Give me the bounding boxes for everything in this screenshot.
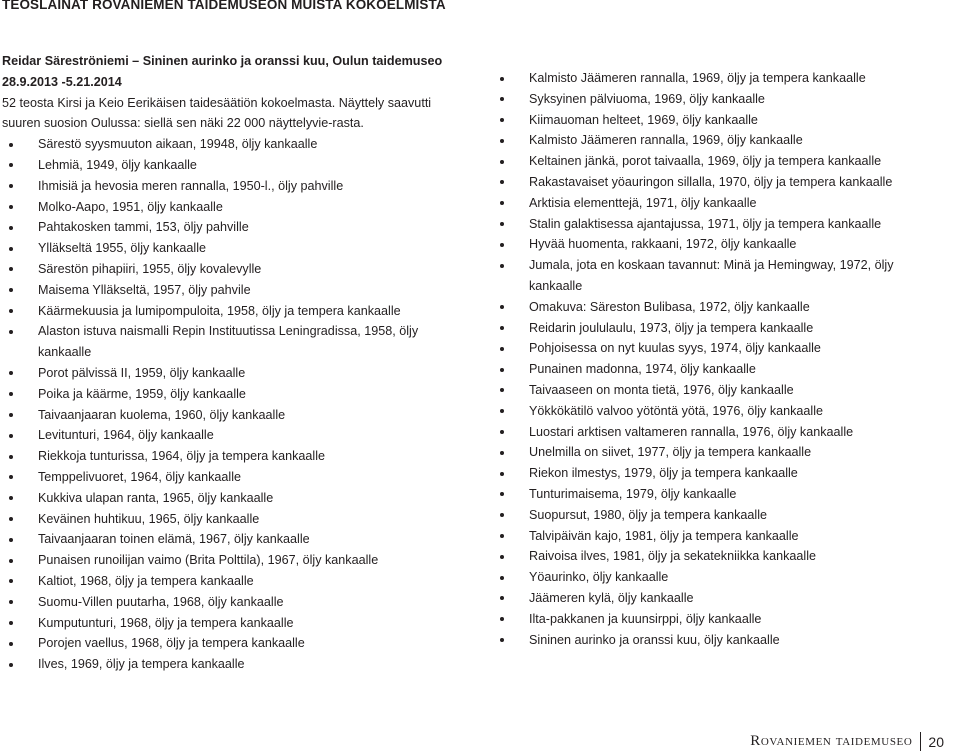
artwork-list-item: Omakuva: Säreston Bulibasa, 1972, öljy kankaalle	[493, 297, 949, 318]
artwork-list-item: Poika ja käärme, 1959, öljy kankaalle	[2, 384, 458, 405]
artwork-list-item: Suopursut, 1980, öljy ja tempera kankaalle	[493, 505, 949, 526]
artwork-list-item: Levitunturi, 1964, öljy kankaalle	[2, 425, 458, 446]
artwork-list-item: Luostari arktisen valtameren rannalla, 1976, öljy kankaalle	[493, 422, 949, 443]
artwork-list-item: Yökkökätilö valvoo yötöntä yötä, 1976, öljy kankaalle	[493, 401, 949, 422]
footer-divider	[920, 732, 921, 751]
artwork-list-item: Maisema Ylläkseltä, 1957, öljy pahvile	[2, 280, 458, 301]
artwork-list-item: Hyvää huomenta, rakkaani, 1972, öljy kankaalle	[493, 234, 949, 255]
artwork-list-item: Punaisen runoilijan vaimo (Brita Polttila), 1967, öljy kankaalle	[2, 550, 458, 571]
footer-museum-name: Rovaniemen taidemuseo	[750, 733, 913, 749]
exhibition-dates: 28.9.2013 -5.21.2014	[2, 74, 122, 89]
page-footer	[750, 732, 944, 751]
right-works-list	[493, 68, 960, 650]
page-heading: TEOSLAINAT ROVANIEMEN TAIDEMUSEON MUISTA KOKOELMISTA	[2, 0, 446, 12]
artwork-list-item: Sininen aurinko ja oranssi kuu, öljy kankaalle	[493, 630, 949, 651]
artwork-list-item: Ihmisiä ja hevosia meren rannalla, 1950-l., öljy pahville	[2, 176, 458, 197]
artwork-list-item: Särestö syysmuuton aikaan, 19948, öljy kankaalle	[2, 134, 458, 155]
artwork-list-item: Syksyinen pälviuoma, 1969, öljy kankaalle	[493, 89, 949, 110]
artwork-list-item: Taivaanjaaran toinen elämä, 1967, öljy kankaalle	[2, 529, 458, 550]
artwork-list-item: Taivaanjaaran kuolema, 1960, öljy kankaalle	[2, 405, 458, 426]
artwork-list-item: Ylläkseltä 1955, öljy kankaalle	[2, 238, 458, 259]
artwork-list-item: Kalmisto Jäämeren rannalla, 1969, öljy ja tempera kankaalle	[493, 68, 949, 89]
artwork-list-item: Raivoisa ilves, 1981, öljy ja sekatekniikka kankaalle	[493, 546, 949, 567]
artwork-list-item: Temppelivuoret, 1964, öljy kankaalle	[2, 467, 458, 488]
artwork-list-item: Suomu-Villen puutarha, 1968, öljy kankaalle	[2, 592, 458, 613]
exhibition-title: Reidar Säreströniemi – Sininen aurinko ja oranssi kuu, Oulun taidemuseo	[2, 54, 443, 68]
artwork-list-item: Porot pälvissä II, 1959, öljy kankaalle	[2, 363, 458, 384]
artwork-list-item: Ilta-pakkanen ja kuunsirppi, öljy kankaalle	[493, 609, 949, 630]
artwork-list-item: Keltainen jänkä, porot taivaalla, 1969, öljy ja tempera kankaalle	[493, 151, 949, 172]
artwork-list-item: Yöaurinko, öljy kankaalle	[493, 567, 949, 588]
artwork-list-item: Jumala, jota en koskaan tavannut: Minä ja Hemingway, 1972, öljy kankaalle	[493, 255, 949, 297]
artwork-list-item: Jäämeren kylä, öljy kankaalle	[493, 588, 949, 609]
artwork-list-item: Ilves, 1969, öljy ja tempera kankaalle	[2, 654, 458, 675]
artwork-list-item: Särestön pihapiiri, 1955, öljy kovalevylle	[2, 259, 458, 280]
artwork-list-item: Stalin galaktisessa ajantajussa, 1971, öljy ja tempera kankaalle	[493, 214, 949, 235]
artwork-list-item: Alaston istuva naismalli Repin Instituutissa Leningradissa, 1958, öljy kankaalle	[2, 321, 458, 363]
exhibition-intro: 52 teosta Kirsi ja Keio Eerikäisen taidesäätiön kokoelmasta. Näyttely saavutti suuren suosion Oulussa: siellä sen näki 22 000 näyttelyvie-rasta.	[2, 95, 432, 131]
artwork-list-item: Riekon ilmestys, 1979, öljy ja tempera kankaalle	[493, 463, 949, 484]
artwork-list-item: Unelmilla on siivet, 1977, öljy ja tempera kankaalle	[493, 442, 949, 463]
artwork-list-item: Kumputunturi, 1968, öljy ja tempera kankaalle	[2, 613, 458, 634]
artwork-list-item: Arktisia elementtejä, 1971, öljy kankaalle	[493, 193, 949, 214]
artwork-list-item: Lehmiä, 1949, öljy kankaalle	[2, 155, 458, 176]
artwork-list-item: Porojen vaellus, 1968, öljy ja tempera kankaalle	[2, 633, 458, 654]
left-works-list	[2, 134, 472, 675]
left-column	[2, 51, 472, 675]
artwork-list-item: Talvipäivän kajo, 1981, öljy ja tempera kankaalle	[493, 526, 949, 547]
artwork-list-item: Rakastavaiset yöauringon sillalla, 1970, öljy ja tempera kankaalle	[493, 172, 949, 193]
artwork-list-item: Pahtakosken tammi, 153, öljy pahville	[2, 217, 458, 238]
artwork-list-item: Molko-Aapo, 1951, öljy kankaalle	[2, 197, 458, 218]
artwork-list-item: Käärmekuusia ja lumipompuloita, 1958, öljy ja tempera kankaalle	[2, 301, 458, 322]
right-column	[493, 68, 960, 650]
artwork-list-item: Pohjoisessa on nyt kuulas syys, 1974, öljy kankaalle	[493, 338, 949, 359]
artwork-list-item: Keväinen huhtikuu, 1965, öljy kankaalle	[2, 509, 458, 530]
artwork-list-item: Tunturimaisema, 1979, öljy kankaalle	[493, 484, 949, 505]
page-number: 20	[928, 733, 944, 750]
artwork-list-item: Punainen madonna, 1974, öljy kankaalle	[493, 359, 949, 380]
artwork-list-item: Kaltiot, 1968, öljy ja tempera kankaalle	[2, 571, 458, 592]
artwork-list-item: Riekkoja tunturissa, 1964, öljy ja tempera kankaalle	[2, 446, 458, 467]
artwork-list-item: Kalmisto Jäämeren rannalla, 1969, öljy kankaalle	[493, 130, 949, 151]
artwork-list-item: Kukkiva ulapan ranta, 1965, öljy kankaalle	[2, 488, 458, 509]
artwork-list-item: Taivaaseen on monta tietä, 1976, öljy kankaalle	[493, 380, 949, 401]
artwork-list-item: Kiimauoman helteet, 1969, öljy kankaalle	[493, 110, 949, 131]
artwork-list-item: Reidarin joululaulu, 1973, öljy ja tempera kankaalle	[493, 318, 949, 339]
